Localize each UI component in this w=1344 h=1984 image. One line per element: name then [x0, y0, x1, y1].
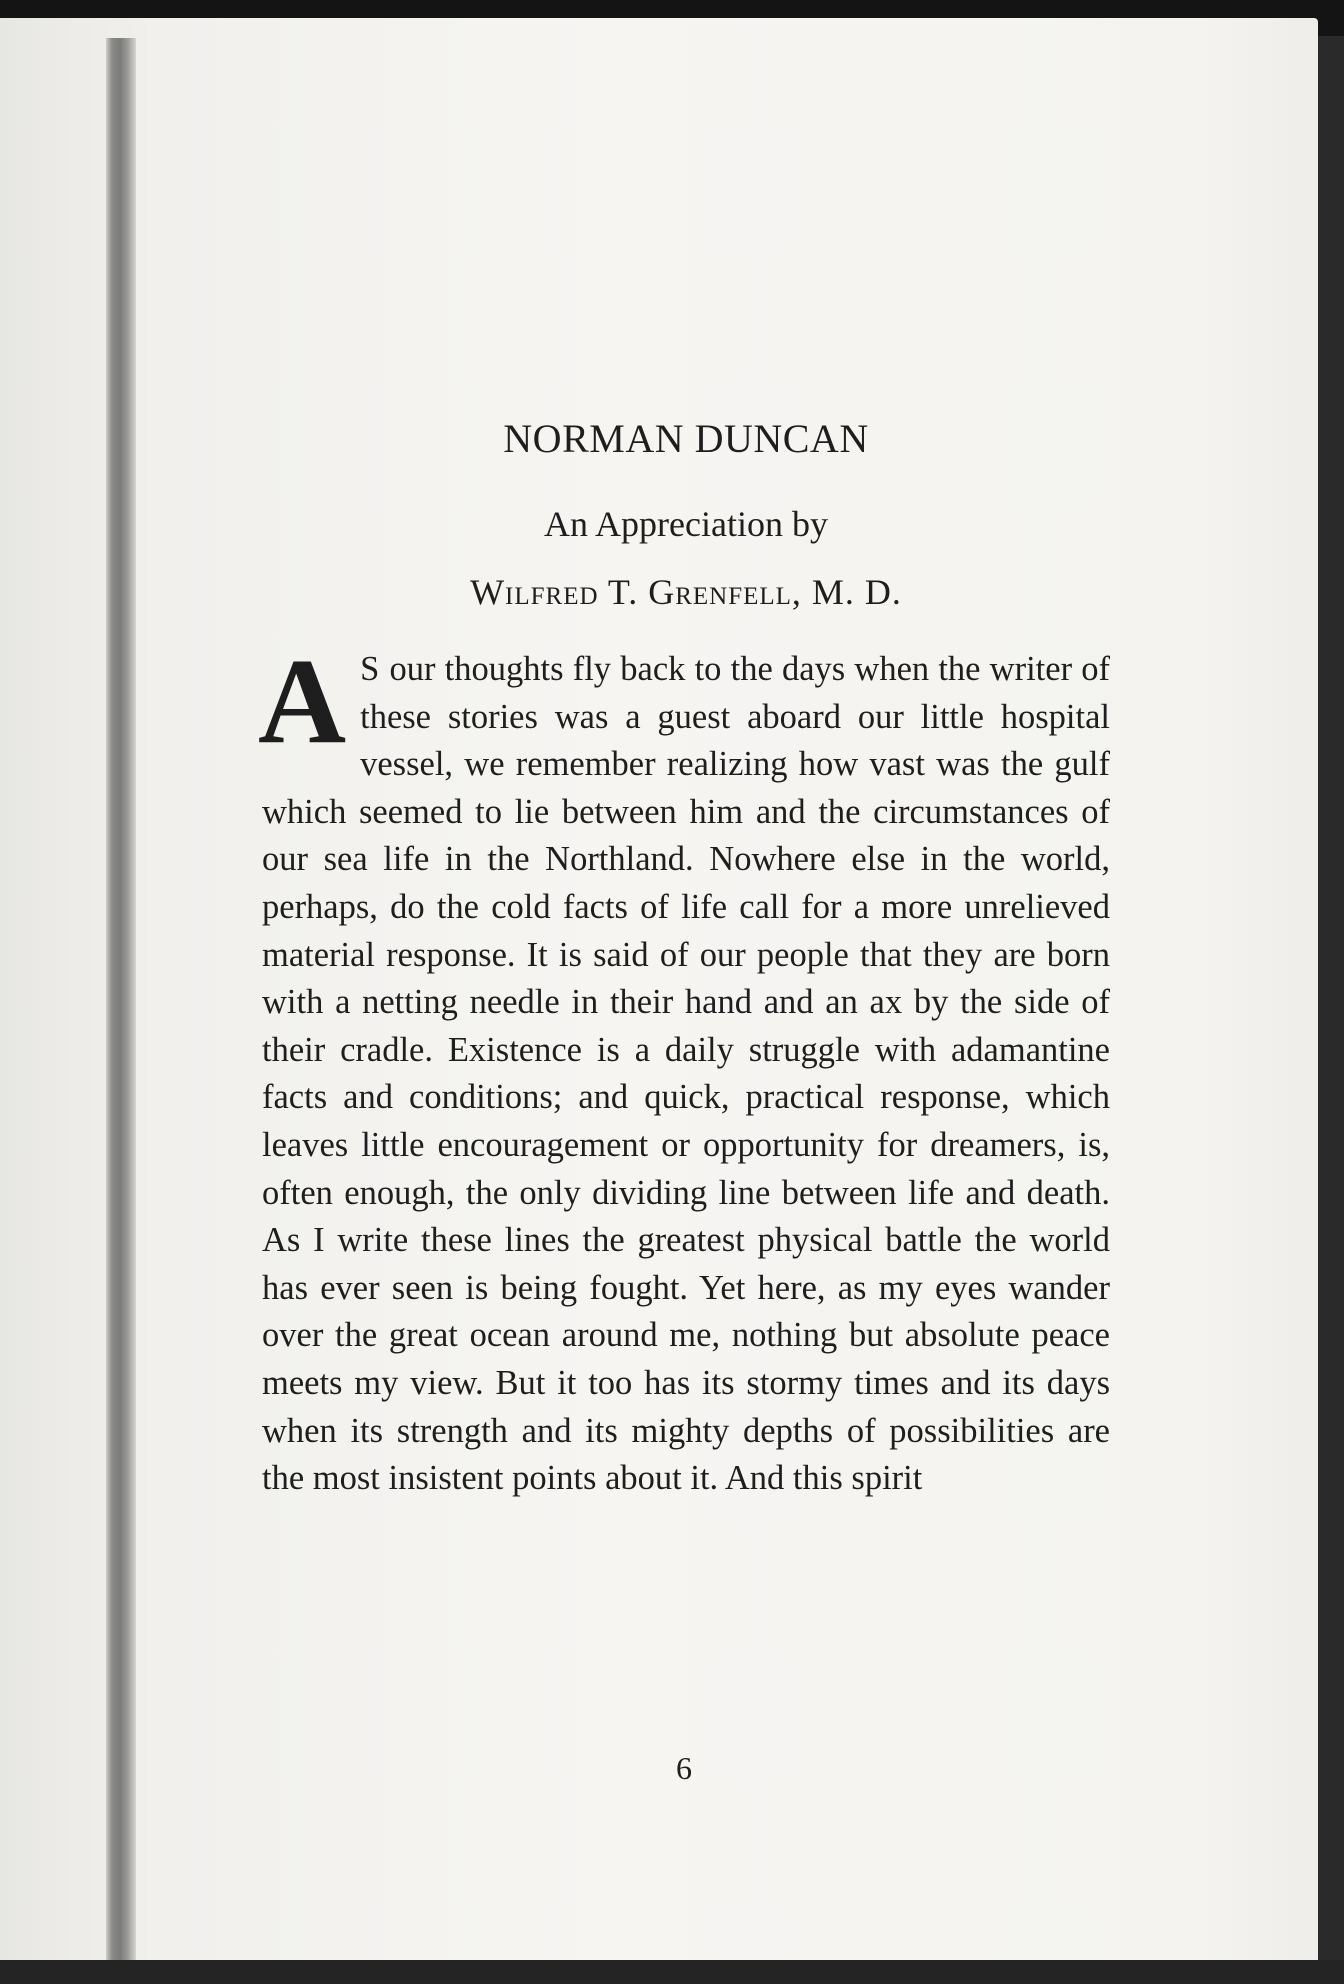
scan-right-edge [1318, 36, 1344, 1984]
first-word-letter: S [360, 650, 381, 688]
scan-bottom-edge [0, 1960, 1344, 1984]
text-block [258, 408, 1110, 1503]
author-name: Wilfred T. Grenfell, M. D. [470, 572, 902, 612]
byline: An Appreciation by [544, 504, 828, 544]
body-paragraph [258, 634, 1110, 1503]
book-binding-gutter [106, 38, 136, 1978]
body-text: our thoughts fly back to the days when the writer of these stories was a guest aboard our little hospital vessel, we remember realizing how vast was the gulf which seemed to lie between him and the circumstances of our sea life in the Northland. Nowhere else in the world, perhaps, do the cold facts of life call for a more unrelieved material response. It is said of our people that they are born with a netting needle in their hand and an ax by the side of their cradle. Existence is a daily struggle with adamantine facts and conditions; and quick, practical response, which leaves little encouragement or opportunity for dreamers, is, often enough, the only dividing line between life and death. As I write these lines the greatest physical battle the world has ever seen is being fought. Yet here, as my eyes wander over the great ocean around me, nothing but absolute peace meets my view. But it too has its stormy times and its days when its strength and its mighty depths of possibilities are the most insistent points about it. And this spirit [262, 650, 1110, 1498]
page-title: NORMAN DUNCAN [503, 416, 869, 461]
page-number: 6 [676, 1750, 692, 1786]
drop-cap: A [258, 634, 347, 769]
book-page [0, 18, 1318, 1960]
